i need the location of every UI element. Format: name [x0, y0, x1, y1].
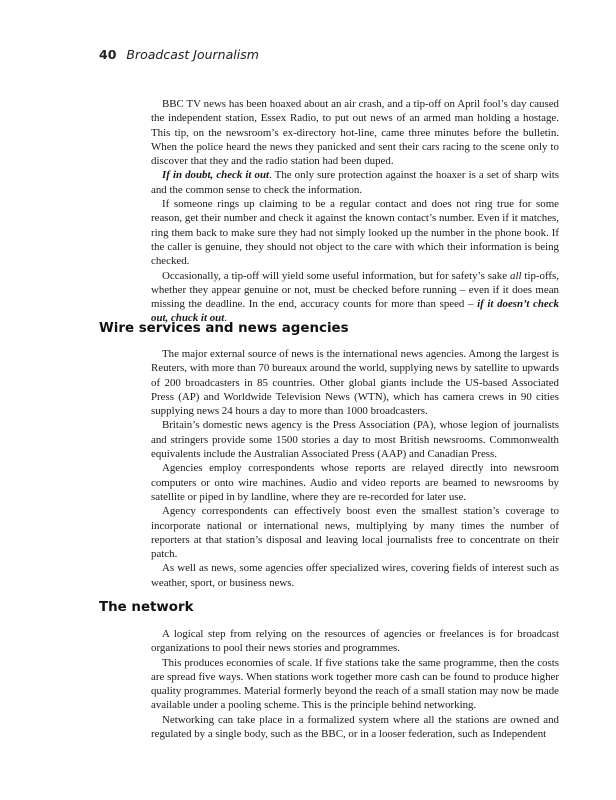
- paragraph: [151, 269, 559, 326]
- paragraph: A logical step from relying on the resources of agencies or freelances is for broadcast organizations to pool their news stories and programmes.: [151, 628, 559, 655]
- paragraph: Agencies employ correspondents whose reports are relayed directly into newsroom computers or onto wire machines. Audio and video reports are beamed to newsrooms by satellite or piped in by landline, where they are re-recorded for later use.: [151, 462, 559, 503]
- running-head: [99, 47, 259, 62]
- paragraph: Britain’s domestic news agency is the Press Association (PA), whose legion of journalists and stringers provide some 1500 stories a day to most British newsrooms. Commonwealth equivalents include the Australian Associated Press (AAP) and Canadian Press.: [151, 419, 559, 461]
- intro-text-block: [151, 97, 559, 326]
- paragraph-text: .: [224, 312, 227, 325]
- wire-services-text-block: [151, 347, 559, 590]
- emphasis-text: if it doesn’t check out, chuck it out: [151, 298, 559, 325]
- paragraph: The major external source of news is the international news agencies. Among the largest is Reuters, with more than 70 bureaux around the world, supplying news by satellite to upwards of 200 broadcasters in 85 countries. Other global giants include the US-based Associated Press (AP) and Worldwide Television News (WTN), which has camera crews in 90 cities supplying news 24 hours a day to more than 1000 broadcasters.: [151, 348, 559, 418]
- paragraph-text: tip-offs, whether they appear genuine or not, must be checked before running – even if it does mean missing the deadline. In the end, accuracy counts for more than speed –: [151, 269, 559, 311]
- paragraph: [151, 168, 559, 197]
- page-number: 40: [99, 47, 117, 62]
- emphasis-text: If in doubt, check it out: [162, 169, 270, 182]
- paragraph-text: . The only sure protection against the hoaxer is a set of sharp wits and the common sense to check the information.: [151, 169, 559, 196]
- paragraph: Networking can take place in a formalized system where all the stations are owned and regulated by a single body, such as the BBC, or in a looser federation, such as Independent: [151, 713, 559, 741]
- paragraph: This produces economies of scale. If five stations take the same programme, then the costs are spread five ways. When stations work together more cash can be found to produce higher quality programmes. Material formerly beyond the reach of a small station may now be made available under a pooling scheme. This is the principle behind networking.: [151, 656, 559, 712]
- paragraph: BBC TV news has been hoaxed about an air crash, and a tip-off on April fool’s day caused the independent station, Essex Radio, to put out news of an armed man holding a hostage. This tip, on the newsroom’s ex-directory hot-line, came three minutes before the bulletin. When the police heard the news they panicked and sent their cars racing to the scene only to discover that they and the radio station had been duped.: [151, 98, 559, 168]
- paragraph: As well as news, some agencies offer specialized wires, covering fields of interest such as weather, sport, or business news.: [151, 562, 559, 589]
- paragraph: If someone rings up claiming to be a regular contact and does not ring true for some reason, get their number and check it against the known contact’s number. Even if it matches, ring them back to make sure they had not simply looked up the number in the phone book. If the caller is genuine, they should not object to the care with which their information is being checked.: [151, 198, 559, 268]
- emphasis-text: all: [510, 269, 522, 282]
- paragraph: Agency correspondents can effectively boost even the smallest station’s coverage to incorporate national or international news, multiplying by many times the number of reporters at that station’s disposal and leaving local journalists free to concentrate on their patch.: [151, 505, 559, 561]
- section-heading: The network: [99, 600, 194, 615]
- paragraph-text: Occasionally, a tip-off will yield some useful information, but for safety’s sake: [162, 269, 510, 282]
- network-text-block: [151, 627, 559, 741]
- section-heading: Wire services and news agencies: [99, 321, 349, 336]
- book-title: Broadcast Journalism: [126, 47, 259, 62]
